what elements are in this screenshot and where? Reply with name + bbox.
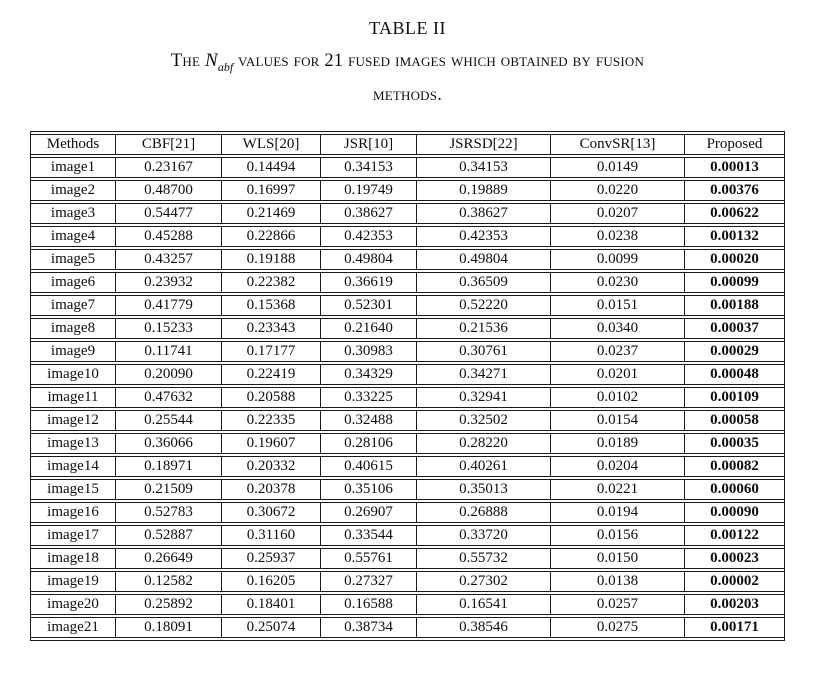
value-cell: 0.00002 [684, 571, 784, 592]
value-cell: 0.34329 [320, 364, 416, 385]
table-row [31, 617, 784, 638]
value-cell: 0.32488 [320, 410, 416, 431]
value-cell: 0.21536 [416, 318, 550, 339]
value-cell: 0.26649 [115, 548, 221, 569]
page [0, 18, 815, 641]
value-cell: 0.20378 [221, 479, 320, 500]
value-cell: 0.26888 [416, 502, 550, 523]
row-label: image5 [31, 249, 115, 270]
column-header-methods: Methods [31, 134, 115, 155]
value-cell: 0.19889 [416, 180, 550, 201]
table-row [31, 249, 784, 270]
value-cell: 0.0237 [550, 341, 684, 362]
value-cell: 0.00622 [684, 203, 784, 224]
table-row [31, 479, 784, 500]
value-cell: 0.21469 [221, 203, 320, 224]
table-number-heading: TABLE II [368, 18, 447, 38]
value-cell: 0.00029 [684, 341, 784, 362]
row-label: image16 [31, 502, 115, 523]
row-label: image21 [31, 617, 115, 638]
value-cell: 0.25544 [115, 410, 221, 431]
table-row [31, 180, 784, 201]
column-header-cbf-21: CBF[21] [115, 134, 221, 155]
value-cell: 0.00203 [684, 594, 784, 615]
table-row [31, 548, 784, 569]
value-cell: 0.00035 [684, 433, 784, 454]
value-cell: 0.00132 [684, 226, 784, 247]
value-cell: 0.00048 [684, 364, 784, 385]
value-cell: 0.43257 [115, 249, 221, 270]
value-cell: 0.22335 [221, 410, 320, 431]
row-label: image13 [31, 433, 115, 454]
value-cell: 0.32502 [416, 410, 550, 431]
value-cell: 0.40261 [416, 456, 550, 477]
value-cell: 0.0099 [550, 249, 684, 270]
value-cell: 0.47632 [115, 387, 221, 408]
value-cell: 0.0204 [550, 456, 684, 477]
value-cell: 0.00376 [684, 180, 784, 201]
value-cell: 0.14494 [221, 157, 320, 178]
value-cell: 0.36066 [115, 433, 221, 454]
row-label: image3 [31, 203, 115, 224]
value-cell: 0.23167 [115, 157, 221, 178]
value-cell: 0.26907 [320, 502, 416, 523]
table-row [31, 433, 784, 454]
table-caption [18, 47, 798, 109]
value-cell: 0.23932 [115, 272, 221, 293]
column-header-proposed: Proposed [684, 134, 784, 155]
value-cell: 0.22382 [221, 272, 320, 293]
value-cell: 0.00020 [684, 249, 784, 270]
value-cell: 0.55761 [320, 548, 416, 569]
value-cell: 0.0102 [550, 387, 684, 408]
value-cell: 0.0238 [550, 226, 684, 247]
caption-text-prefix: The [170, 51, 205, 71]
table-row [31, 456, 784, 477]
value-cell: 0.33225 [320, 387, 416, 408]
table-row [31, 364, 784, 385]
table-row [31, 157, 784, 178]
row-label: image1 [31, 157, 115, 178]
value-cell: 0.0151 [550, 295, 684, 316]
value-cell: 0.0340 [550, 318, 684, 339]
value-cell: 0.38627 [320, 203, 416, 224]
value-cell: 0.52220 [416, 295, 550, 316]
row-label: image12 [31, 410, 115, 431]
value-cell: 0.52301 [320, 295, 416, 316]
value-cell: 0.30761 [416, 341, 550, 362]
table-row [31, 410, 784, 431]
value-cell: 0.00090 [684, 502, 784, 523]
value-cell: 0.38734 [320, 617, 416, 638]
value-cell: 0.30983 [320, 341, 416, 362]
value-cell: 0.27327 [320, 571, 416, 592]
value-cell: 0.00037 [684, 318, 784, 339]
table-row [31, 295, 784, 316]
row-label: image14 [31, 456, 115, 477]
caption-math-nabf: $N_{abf}$ [204, 50, 234, 74]
table-row [31, 318, 784, 339]
value-cell: 0.33544 [320, 525, 416, 546]
row-label: image7 [31, 295, 115, 316]
value-cell: 0.25937 [221, 548, 320, 569]
row-label: image11 [31, 387, 115, 408]
value-cell: 0.25892 [115, 594, 221, 615]
table-row [31, 525, 784, 546]
column-header-jsrsd-22: JSRSD[22] [416, 134, 550, 155]
table-row [31, 341, 784, 362]
value-cell: 0.16997 [221, 180, 320, 201]
row-label: image17 [31, 525, 115, 546]
value-cell: 0.0154 [550, 410, 684, 431]
value-cell: 0.0189 [550, 433, 684, 454]
value-cell: 0.19188 [221, 249, 320, 270]
table-row [31, 203, 784, 224]
value-cell: 0.00060 [684, 479, 784, 500]
column-header-jsr-10: JSR[10] [320, 134, 416, 155]
value-cell: 0.54477 [115, 203, 221, 224]
value-cell: 0.22866 [221, 226, 320, 247]
value-cell: 0.20090 [115, 364, 221, 385]
value-cell: 0.16541 [416, 594, 550, 615]
row-label: image15 [31, 479, 115, 500]
table-row [31, 502, 784, 523]
value-cell: 0.00082 [684, 456, 784, 477]
value-cell: 0.0275 [550, 617, 684, 638]
value-cell: 0.0221 [550, 479, 684, 500]
value-cell: 0.18091 [115, 617, 221, 638]
table-row [31, 571, 784, 592]
value-cell: 0.11741 [115, 341, 221, 362]
value-cell: 0.19607 [221, 433, 320, 454]
value-cell: 0.00058 [684, 410, 784, 431]
value-cell: 0.42353 [416, 226, 550, 247]
value-cell: 0.49804 [320, 249, 416, 270]
value-cell: 0.0207 [550, 203, 684, 224]
column-header-convsr-13: ConvSR[13] [550, 134, 684, 155]
value-cell: 0.40615 [320, 456, 416, 477]
value-cell: 0.0150 [550, 548, 684, 569]
value-cell: 0.0138 [550, 571, 684, 592]
value-cell: 0.15368 [221, 295, 320, 316]
results-table [30, 131, 785, 641]
value-cell: 0.32941 [416, 387, 550, 408]
value-cell: 0.19749 [320, 180, 416, 201]
value-cell: 0.00122 [684, 525, 784, 546]
table-row [31, 594, 784, 615]
value-cell: 0.0149 [550, 157, 684, 178]
value-cell: 0.00099 [684, 272, 784, 293]
value-cell: 0.52783 [115, 502, 221, 523]
value-cell: 0.35106 [320, 479, 416, 500]
value-cell: 0.27302 [416, 571, 550, 592]
value-cell: 0.16205 [221, 571, 320, 592]
value-cell: 0.31160 [221, 525, 320, 546]
row-label: image8 [31, 318, 115, 339]
value-cell: 0.0230 [550, 272, 684, 293]
caption-text-middle: values for 21 fused images which obtained by fusion [233, 51, 645, 71]
value-cell: 0.42353 [320, 226, 416, 247]
value-cell: 0.00188 [684, 295, 784, 316]
value-cell: 0.34271 [416, 364, 550, 385]
table-row [31, 387, 784, 408]
value-cell: 0.55732 [416, 548, 550, 569]
value-cell: 0.00013 [684, 157, 784, 178]
value-cell: 0.36509 [416, 272, 550, 293]
value-cell: 0.28106 [320, 433, 416, 454]
value-cell: 0.18401 [221, 594, 320, 615]
table-body [31, 157, 784, 638]
value-cell: 0.22419 [221, 364, 320, 385]
value-cell: 0.28220 [416, 433, 550, 454]
value-cell: 0.21640 [320, 318, 416, 339]
value-cell: 0.38627 [416, 203, 550, 224]
value-cell: 0.17177 [221, 341, 320, 362]
value-cell: 0.00023 [684, 548, 784, 569]
header-row [31, 134, 784, 155]
value-cell: 0.34153 [416, 157, 550, 178]
row-label: image20 [31, 594, 115, 615]
value-cell: 0.00171 [684, 617, 784, 638]
column-header-wls-20: WLS[20] [221, 134, 320, 155]
value-cell: 0.30672 [221, 502, 320, 523]
row-label: image10 [31, 364, 115, 385]
row-label: image6 [31, 272, 115, 293]
table-header [31, 134, 784, 155]
value-cell: 0.0257 [550, 594, 684, 615]
value-cell: 0.38546 [416, 617, 550, 638]
value-cell: 0.25074 [221, 617, 320, 638]
value-cell: 0.35013 [416, 479, 550, 500]
value-cell: 0.49804 [416, 249, 550, 270]
row-label: image9 [31, 341, 115, 362]
table-row [31, 272, 784, 293]
value-cell: 0.18971 [115, 456, 221, 477]
value-cell: 0.23343 [221, 318, 320, 339]
row-label: image4 [31, 226, 115, 247]
value-cell: 0.0220 [550, 180, 684, 201]
caption-text-line2: methods. [372, 84, 443, 105]
value-cell: 0.15233 [115, 318, 221, 339]
row-label: image2 [31, 180, 115, 201]
value-cell: 0.34153 [320, 157, 416, 178]
value-cell: 0.12582 [115, 571, 221, 592]
value-cell: 0.36619 [320, 272, 416, 293]
value-cell: 0.52887 [115, 525, 221, 546]
value-cell: 0.0201 [550, 364, 684, 385]
row-label: image19 [31, 571, 115, 592]
value-cell: 0.48700 [115, 180, 221, 201]
value-cell: 0.16588 [320, 594, 416, 615]
value-cell: 0.33720 [416, 525, 550, 546]
row-label: image18 [31, 548, 115, 569]
value-cell: 0.0156 [550, 525, 684, 546]
value-cell: 0.00109 [684, 387, 784, 408]
value-cell: 0.21509 [115, 479, 221, 500]
value-cell: 0.20588 [221, 387, 320, 408]
value-cell: 0.45288 [115, 226, 221, 247]
value-cell: 0.0194 [550, 502, 684, 523]
table-row [31, 226, 784, 247]
value-cell: 0.20332 [221, 456, 320, 477]
value-cell: 0.41779 [115, 295, 221, 316]
